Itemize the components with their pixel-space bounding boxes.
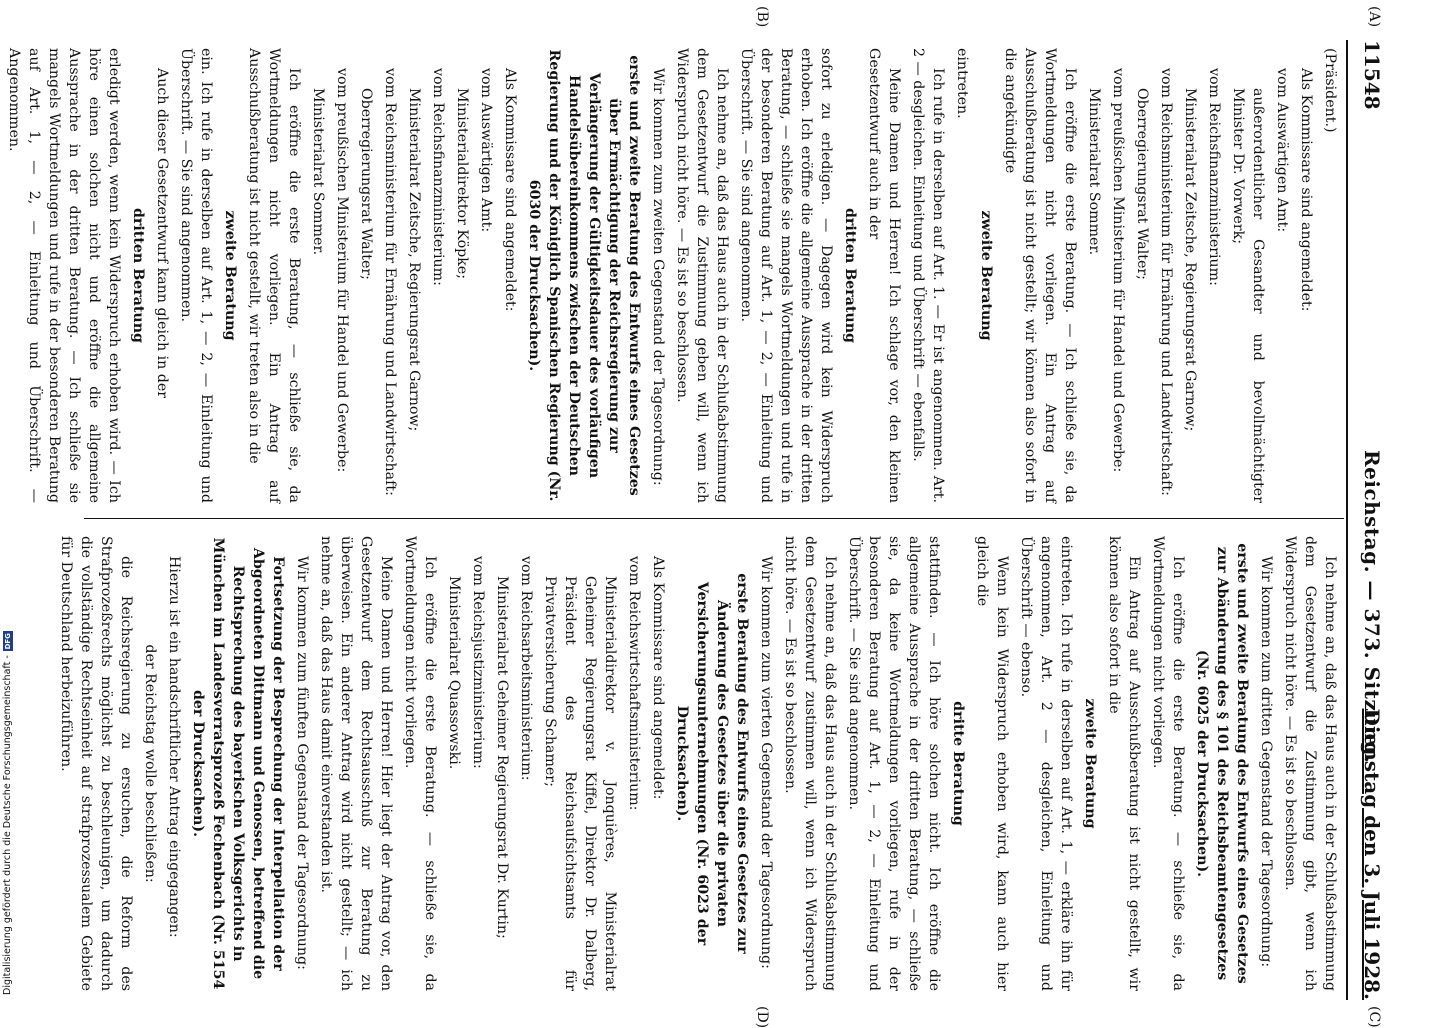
ministry-line: vom Reichsfinanzministerium: (430, 68, 446, 286)
ministry-line: vom preußischen Ministerium für Handel und Gewerbe: (334, 68, 350, 473)
left-column (0, 48, 1340, 503)
paragraph: Ich rufe in derselben auf Art. 1. — Er ist angenommen. Art. 2 — desgleichen. Einleitung und Überschrift — ebenfalls. (910, 48, 946, 503)
ministry-line: vom Reichsarbeitsministerium: (518, 556, 534, 781)
official-line: Oberregierungsrat Walter; (358, 88, 374, 280)
digitization-credit (2, 631, 13, 995)
ministry-line: vom Auswärtigen Amt: (1274, 68, 1290, 233)
official-line: Ministerialrat Geheimer Regierungsrat Dr. Kurtin; (494, 576, 510, 939)
ministry-line: vom Auswärtigen Amt: (478, 68, 494, 233)
paragraph: Wir kommen zum vierten Gegenstand der Tagesordnung: (758, 556, 774, 969)
header-rule (1346, 40, 1348, 1000)
official-line: Ministerialrat Quassowski. (446, 576, 462, 770)
ministry-line: vom Reichsministerium für Ernährung und Landwirtschaft: (382, 68, 398, 496)
paragraph: Ich nehme an, daß das Haus auch in der Schlußabstimmung dem Gesetzentwurf die Zustimmung geben will, wenn ich Widerspruch nicht höre. — Es ist so beschlossen. (674, 48, 730, 503)
paragraph: Ich eröffne die erste Beratung, — schließe sie, da Wortmeldungen nicht vorliegen. Ein Antrag auf Ausschußberatung ist nicht gestellt, wir treten also in die (246, 48, 302, 503)
section-heading: zweite Beratung (222, 210, 238, 341)
paragraph: Auch dieser Gesetzentwurf kann gleich in der (154, 68, 170, 399)
official-line: Ministerialdirektor Köpke; (454, 88, 470, 279)
paragraph: Meine Damen und Herren! Hier liegt der Antrag vor, den Gesetzentwurf dem Rechtsausschuß zur Beratung zu überweisen. Ein anderer Antrag wird nicht gestellt; — ich nehme an, daß das Haus damit einverstanden ist. (318, 536, 394, 991)
paragraph: eintreten. Ich rufe in derselben auf Art. 1, — erkläre ihn für angenommen, Art. 2 — desgleichen, Einleitung und Überschrift — ebenso. (1018, 536, 1074, 991)
right-column (52, 536, 1340, 991)
motion-intro: der Reichstag wolle beschließen: (142, 644, 158, 883)
ministry-line: vom Reichsfinanzministerium: (1206, 68, 1222, 286)
official-line: Ministerialrat Sommer. (1086, 88, 1102, 256)
official-line: Ministerialrat Zeitsche, Regierungsrat Garnow; (406, 88, 422, 432)
margin-marker-b: (B) (754, 6, 770, 28)
credit-text: Digitalisierung gefördert durch die Deutsche Forschungsgemeinschaft - (2, 655, 13, 995)
paragraph: Wir kommen zum dritten Gegenstand der Tagesordnung: (1258, 556, 1274, 968)
page-number: 11548 (1360, 40, 1384, 110)
speaker-label: (Präsident.) (1322, 48, 1338, 133)
agenda-item-title: erste und zweite Beratung des Entwurfs eines Gesetzes zur Abänderung des § 101 des Reichsbeamtengesetzes (Nr. 6025 der Drucksachen). (1194, 543, 1250, 984)
page-header (1350, 40, 1390, 1000)
running-title: Reichstag. — 373. Sitzung. (1360, 450, 1384, 764)
margin-marker-c: (C) (1366, 1006, 1382, 1028)
paragraph: Wir kommen zum zweiten Gegenstand der Tagesordnung: (650, 68, 666, 486)
paragraph: eintreten. (954, 48, 970, 119)
ministry-line: vom Reichsministerium für Ernährung und Landwirtschaft: (1158, 68, 1174, 496)
paragraph: Wir kommen zum fünften Gegenstand der Tagesordnung: (294, 556, 310, 970)
official-line: außerordentlicher Gesandter und bevollmächtigter Minister Dr. Vorwerk; (1230, 88, 1266, 503)
paragraph: Ich eröffne die erste Beratung. — schließe sie, da Wortmeldungen nicht vorliegen. (1150, 536, 1186, 991)
paragraph: Ich nehme an, daß das Haus auch in der Schlußabstimmung dem Gesetzentwurf die Zustimmung gibt, wenn ich Widerspruch nicht höre. — Es ist so beschlossen. (1282, 536, 1338, 991)
paragraph: Ich nehme an, daß das Haus auch in der Schlußabstimmung dem Gesetzentwurf zustimmen will, wenn ich Widerspruch nicht höre. — Es ist so beschlossen. (782, 536, 838, 991)
margin-marker-d: (D) (754, 1006, 770, 1028)
agenda-item-title: erste und zweite Beratung des Entwurfs eines Gesetzes über Ermächtigung der Reichsregierung zur Verlängerung der Gültigkeitsdauer des vorläufigen Handelsübereinkommens zwischen der Deutschen Regierung und der Königlich Spanischen Regierung (Nr. 6030 der Drucksachen). (526, 49, 642, 502)
paragraph: Als Kommissare sind angemeldet: (502, 68, 518, 312)
paragraph: Als Kommissare sind angemeldet: (650, 556, 666, 800)
ministry-line: vom preußischen Ministerium für Handel und Gewerbe: (1110, 68, 1126, 473)
agenda-item-title: erste Beratung des Entwurfs eines Gesetzes zur Änderung des Gesetzes über die privaten Versicherungsunternehmungen (Nr. 6023 der Drucksachen). (674, 573, 750, 954)
paragraph: sofort zu erledigen. — Dagegen wird kein Widerspruch erhoben. Ich eröffne die allgemeine Aussprache in der dritten Beratung, — schließe sie mangels Wortmeldungen und rufe in der besonderen Beratung auf Art. 1, — 2, — Einleitung und Überschrift. — Sie sind angenommen. (738, 48, 834, 503)
section-heading: dritten Beratung (130, 208, 146, 343)
paragraph: ein. Ich rufe in derselben auf Art. 1, — 2, — Einleitung und Überschrift. — Sie sind angenommen. (178, 48, 214, 503)
official-line: Ministerialdirektor v. Jonquières, Ministerialrat Geheimer Regierungsrat Kiffel, Direktor Dr. Dalberg, Präsident des Reichsaufsichtsamts für Privatversicherung Schamer; (542, 576, 618, 991)
motion-text: die Reichsregierung zu ersuchen, die Reform des Strafprozeßrechts möglichst zu beschleunigen, um dadurch die vollständige Rechtseinheit auf strafprozessualem Gebiete für Deutschland herbeizuführen. (58, 536, 134, 991)
margin-marker-a: (A) (1366, 6, 1382, 28)
paragraph: Ich eröffne die erste Beratung. — Ich schließe sie, da Wortmeldungen nicht vorliegen. Ein Antrag auf Ausschußberatung ist nicht gestellt; wir können also sofort in die angekündigte (1002, 48, 1078, 503)
dfg-logo-icon: DFG (3, 633, 12, 650)
official-line: Ministerialrat Sommer. (310, 88, 326, 256)
section-heading: dritten Beratung (842, 208, 858, 343)
paragraph: erledigt werden, wenn kein Widerspruch erhoben wird. — Ich höre einen solchen nicht und eröffne die allgemeine Aussprache in der dritten Beratung. — Ich schließe sie mangels Wortmeldungen und rufe in der besonderen Beratung auf Art. 1, — 2, — Einleitung und Überschrift. — Angenommen. (6, 48, 122, 503)
section-heading: zweite Beratung (978, 210, 994, 341)
official-line: Ministerialrat Zeitsche, Regierungsrat Garnow; (1182, 88, 1198, 432)
section-heading: dritte Beratung (950, 701, 966, 826)
session-date: Dienstag den 3. Juli 1928. (1360, 708, 1384, 1000)
official-line: Oberregierungsrat Walter; (1134, 88, 1150, 280)
ministry-line: vom Reichswirtschaftsministerium: (626, 556, 642, 811)
paragraph: Als Kommissare sind angemeldet: (1298, 68, 1314, 312)
paragraph: Wenn kein Widerspruch erhoben wird, kann auch hier gleich die (974, 536, 1010, 991)
column-divider (84, 518, 1344, 519)
agenda-item-title: Fortsetzung der Besprechung der Interpellation der Abgeordneten Dittmann und Genossen, betreffend die Rechtsprechung des bayerischen Volksgerichts in München im Landesverratsprozeß Fechenbach (Nr. 5154 der Drucksachen). (190, 537, 286, 990)
ministry-line: vom Reichsjustizministerium: (470, 556, 486, 769)
paragraph: Meine Damen und Herren! Ich schlage vor, den kleinen Gesetzentwurf auch in der (866, 48, 902, 503)
paragraph: Hierzu ist ein handschriftlicher Antrag eingegangen: (166, 556, 182, 938)
paragraph: Ich eröffne die erste Beratung. — schließe sie, da Wortmeldungen nicht vorliegen. (402, 536, 438, 991)
paragraph: Ein Antrag auf Ausschußberatung ist nicht gestellt, wir können also sofort in die (1106, 536, 1142, 991)
paragraph: stattfinden. — Ich höre solchen nicht. Ich eröffne die allgemeine Aussprache in der dritten Beratung, — schließe sie, da keine Wortmeldungen vorliegen, rufe in der besonderen Beratung auf Art. 1, — 2, — Einleitung und Überschrift. — Sie sind angenommen. (846, 536, 942, 991)
section-heading: zweite Beratung (1082, 698, 1098, 829)
